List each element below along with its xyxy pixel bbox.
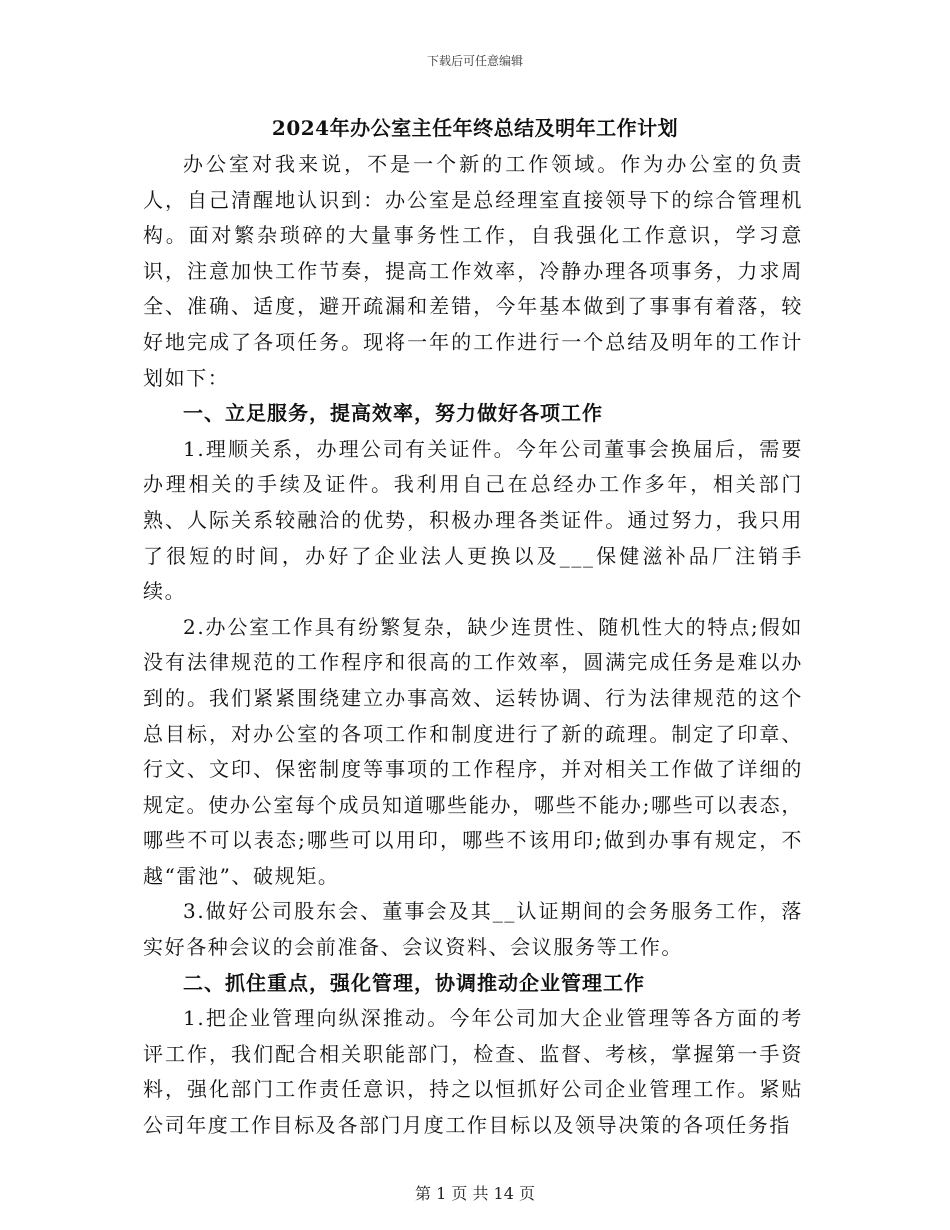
- document-body: [143, 147, 803, 1144]
- section-1-heading: 一、立足服务，提高效率，努力做好各项工作: [183, 401, 603, 426]
- page-footer: 第 1 页 共 14 页: [415, 1184, 535, 1203]
- section-1-paragraph-2: 2.办公室工作具有纷繁复杂，缺少连贯性、随机性大的特点;假如没有法律规范的工作程序和很高的工作效率，圆满完成任务是难以办到的。我们紧紧围绕建立办事高效、运转协调、行为法律规范的这个总目标，对办公室的各项工作和制度进行了新的疏理。制定了印章、行文、文印、保密制度等事项的工作程序，并对相关工作做了详细的规定。使办公室每个成员知道哪些能办，哪些不能办;哪些可以表态，哪些不可以表态;哪些可以用印，哪些不该用印;做到办事有规定，不越“雷池”、破规矩。: [143, 614, 803, 888]
- section-1-paragraph-1: 1.理顺关系，办理公司有关证件。今年公司董事会换届后，需要办理相关的手续及证件。我利用自己在总经办工作多年，相关部门熟、人际关系较融洽的优势，积极办理各类证件。通过努力，我只用了很短的时间，办好了企业法人更换以及___保健滋补品厂注销手续。: [143, 436, 803, 604]
- section-1-paragraph-3: 3.做好公司股东会、董事会及其__认证期间的会务服务工作，落实好各种会议的会前准备、会议资料、会议服务等工作。: [143, 899, 803, 960]
- page-header: 下载后可任意编辑: [426, 54, 523, 68]
- section-2-paragraph-1: 1.把企业管理向纵深推动。今年公司加大企业管理等各方面的考评工作，我们配合相关职能部门，检查、监督、考核，掌握第一手资料，强化部门工作责任意识，持之以恒抓好公司企业管理工作。紧贴公司年度工作目标及各部门月度工作目标以及领导决策的各项任务指: [143, 1006, 803, 1138]
- section-2-heading: 二、抓住重点，强化管理，协调推动企业管理工作: [183, 970, 645, 995]
- intro-paragraph: 办公室对我来说，不是一个新的工作领域。作为办公室的负责人，自己清醒地认识到：办公室是总经理室直接领导下的综合管理机构。面对繁杂琐碎的大量事务性工作，自我强化工作意识，学习意识，注意加快工作节奏，提高工作效率，冷静办理各项事务，力求周全、准确、适度，避开疏漏和差错，今年基本做到了事事有着落，较好地完成了各项任务。现将一年的工作进行一个总结及明年的工作计划如下：: [143, 152, 803, 390]
- document-title: 2024年办公室主任年终总结及明年工作计划: [271, 116, 679, 140]
